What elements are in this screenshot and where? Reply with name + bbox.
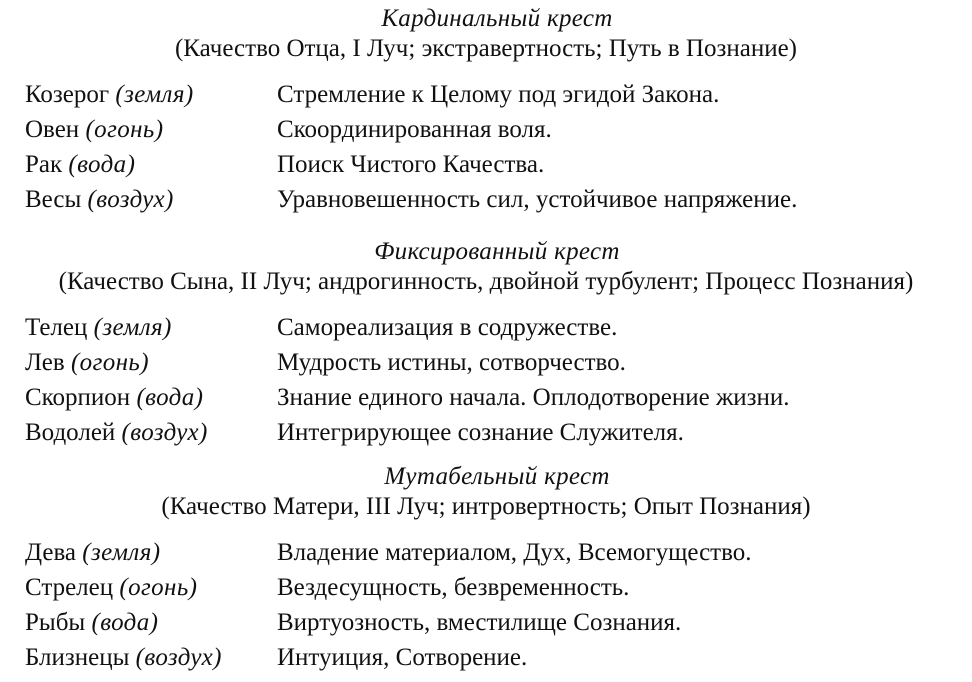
sign-element: (земля) [93, 314, 172, 341]
section-subtitle: (Качество Сына, II Луч; андрогинность, двойной турбулент; Процесс Познания) [58, 268, 914, 295]
sign-name: Рак [25, 151, 63, 178]
sign-element: (воздух) [87, 186, 174, 213]
sign-description: Знание единого начала. Оплодотворение жизни. [277, 384, 790, 411]
sign-name: Водолей [25, 419, 116, 446]
sign-cell [25, 570, 197, 605]
sign-row [0, 570, 972, 605]
sign-cell [25, 535, 160, 570]
sign-row [0, 640, 972, 675]
sign-description: Поиск Чистого Качества. [277, 151, 545, 178]
sign-list [0, 310, 972, 450]
sign-row [0, 77, 972, 112]
sign-row [0, 380, 972, 415]
sign-description: Вездесущность, безвременность. [277, 574, 630, 601]
sign-description: Виртуозность, вместилище Сознания. [277, 609, 682, 636]
sign-name: Дева [25, 539, 77, 566]
sign-element: (воздух) [121, 419, 208, 446]
sign-name: Стрелец [25, 574, 114, 601]
sign-row [0, 112, 972, 147]
sign-description: Стремление к Целому под эгидой Закона. [277, 81, 720, 108]
sign-cell [25, 310, 172, 345]
sign-cell [25, 147, 135, 182]
section-title: Кардинальный крест [381, 5, 613, 32]
sign-list [0, 535, 972, 675]
section-cardinal-cross [0, 4, 972, 217]
sign-row [0, 310, 972, 345]
sign-description: Интуиция, Сотворение. [277, 644, 528, 671]
sign-description: Самореализация в содружестве. [277, 314, 618, 341]
sign-cell [25, 380, 203, 415]
section-mutable-cross [0, 462, 972, 675]
sign-row [0, 182, 972, 217]
sign-description: Владение материалом, Дух, Всемогущество. [277, 539, 752, 566]
section-title: Фиксированный крест [374, 238, 620, 265]
sign-row [0, 605, 972, 640]
sign-row [0, 535, 972, 570]
sign-element: (вода) [68, 151, 136, 178]
sign-description: Интегрирующее сознание Служителя. [277, 419, 684, 446]
sign-name: Рыбы [25, 609, 86, 636]
sign-element: (земля) [82, 539, 161, 566]
sign-row [0, 415, 972, 450]
sign-element: (огонь) [119, 574, 198, 601]
sign-description: Мудрость истины, сотворчество. [277, 349, 626, 376]
sign-element: (огонь) [85, 116, 164, 143]
sign-element: (воздух) [135, 644, 222, 671]
sign-element: (вода) [136, 384, 204, 411]
sign-description: Скоординированная воля. [277, 116, 552, 143]
sign-cell [25, 605, 158, 640]
sign-cell [25, 415, 208, 450]
sign-cell [25, 112, 163, 147]
sign-cell [25, 182, 174, 217]
sign-description: Уравновешенность сил, устойчивое напряжение. [277, 186, 798, 213]
sign-row [0, 147, 972, 182]
sign-cell [25, 77, 194, 112]
sign-cell [25, 640, 222, 675]
sign-name: Скорпион [25, 384, 131, 411]
sign-name: Близнецы [25, 644, 130, 671]
sign-name: Телец [25, 314, 88, 341]
sign-name: Овен [25, 116, 80, 143]
sign-element: (вода) [91, 609, 159, 636]
section-subtitle: (Качество Отца, I Луч; экстравертность; Путь в Познание) [174, 35, 797, 62]
sign-cell [25, 345, 149, 380]
sign-list [0, 77, 972, 217]
sign-name: Весы [25, 186, 82, 213]
section-fixed-cross [0, 237, 972, 450]
sign-name: Лев [25, 349, 65, 376]
sign-element: (огонь) [70, 349, 149, 376]
section-title: Мутабельный крест [384, 463, 610, 490]
sign-row [0, 345, 972, 380]
section-subtitle: (Качество Матери, III Луч; интровертность; Опыт Познания) [161, 493, 811, 520]
sign-name: Козерог [25, 81, 110, 108]
sign-element: (земля) [115, 81, 194, 108]
